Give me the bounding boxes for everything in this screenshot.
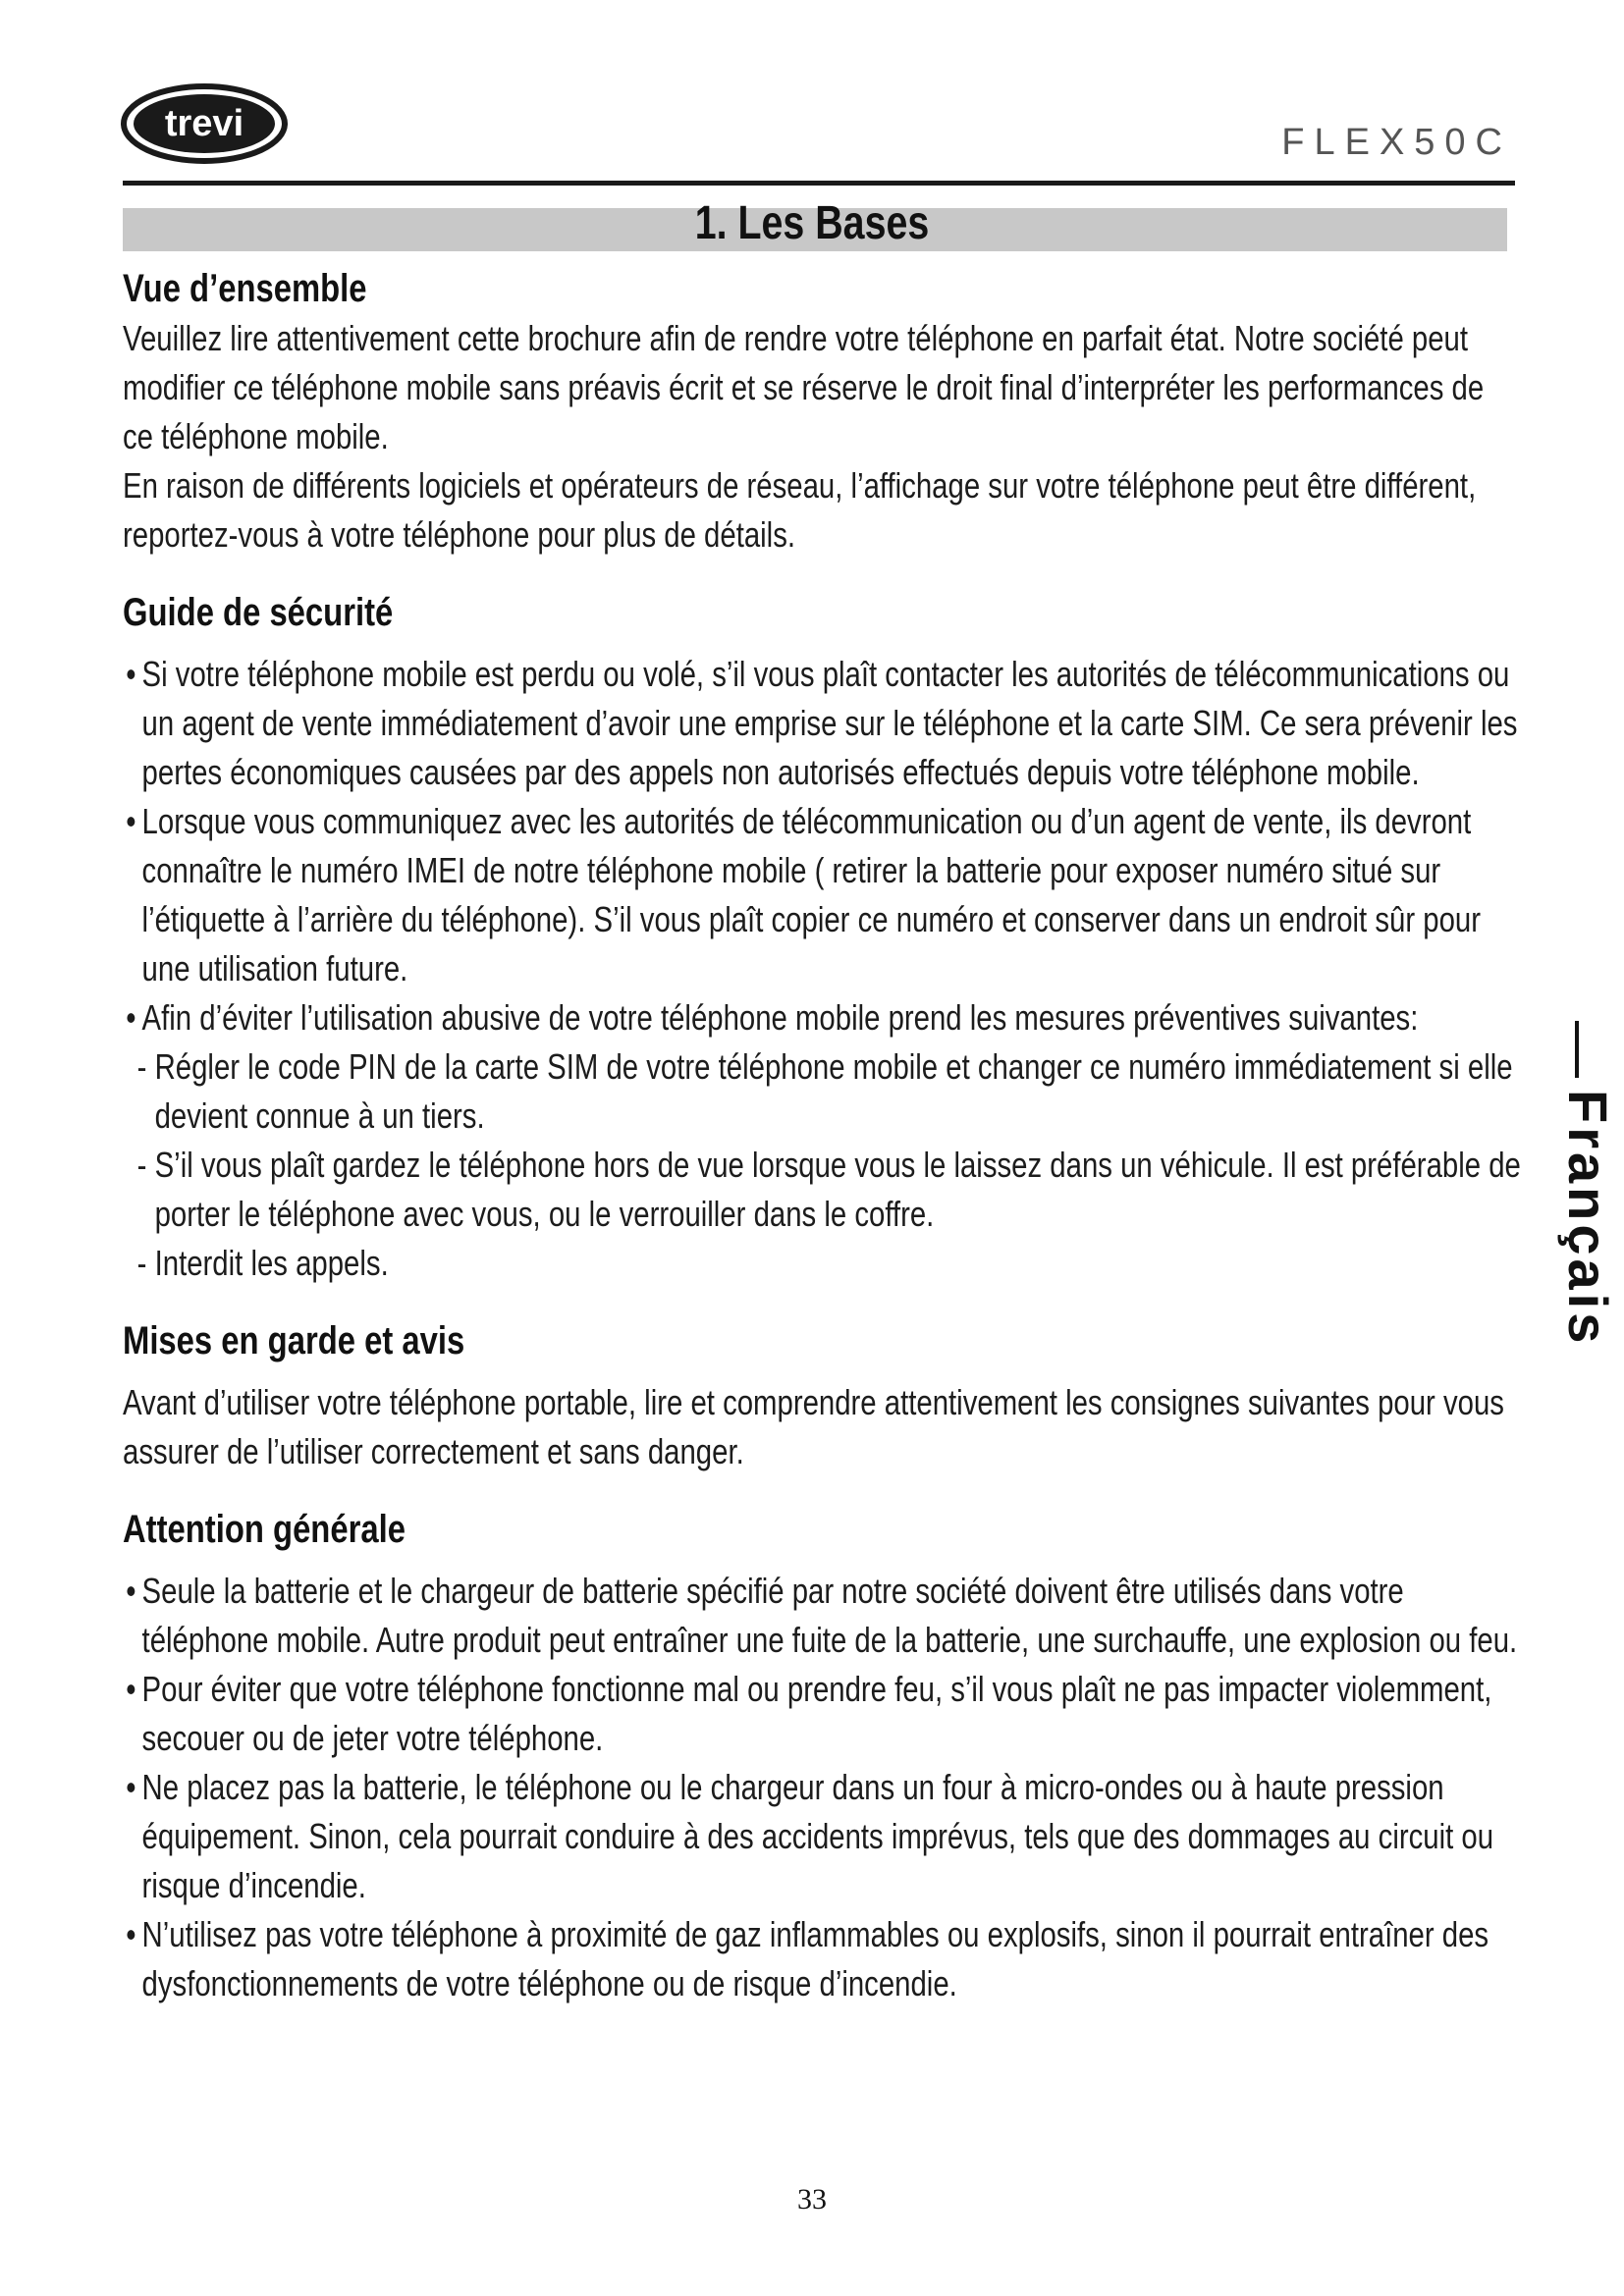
list-item	[123, 1239, 1531, 1288]
heading-general: Attention générale	[123, 1508, 406, 1551]
model-name: FLEX50C	[1281, 122, 1512, 163]
overview-paragraph-2: En raison de différents logiciels et opérateurs de réseau, l’affichage sur votre téléphone peut être différent, reportez-vous à votre téléphone pour plus de détails.	[123, 465, 1477, 555]
safety-bullet-1: Si votre téléphone mobile est perdu ou volé, s’il vous plaît contacter les autorités de télécommunications ou un agent de vente immédiatement d’avoir une emprise sur le téléphone et la carte SIM. Ce sera prévenir les pertes économiques causées par des appels non autorisés effectués depuis votre téléphone mobile.	[141, 654, 1518, 792]
list-item	[123, 797, 1518, 993]
general-bullet-1: Seule la batterie et le chargeur de batterie spécifié par notre société doivent être utilisés dans votre téléphone mobile. Autre produit peut entraîner une fuite de la batterie, une surchauffe, une explosion ou feu.	[141, 1571, 1518, 1660]
general-bullet-2: Pour éviter que votre téléphone fonctionne mal ou prendre feu, s’il vous plaît ne pas impacter violemment, secouer ou de jeter votre téléphone.	[141, 1669, 1492, 1758]
list-item	[123, 1567, 1518, 1665]
bullet-marker: •	[126, 801, 136, 841]
safety-dash-3: Interdit les appels.	[154, 1243, 389, 1283]
safety-bullet-2: Lorsque vous communiquez avec les autorités de télécommunication ou d’un agent de vente, ils devront connaître le numéro IMEI de notre téléphone mobile ( retirer la batterie pour exposer numéro situé sur l’étiquette à l’arrière du téléphone). S’il vous plaît copier ce numéro et conserver dans un endroit sûr pour une utilisation future.	[141, 801, 1482, 988]
bullet-marker: •	[126, 654, 136, 694]
general-bullet-3: Ne placez pas la batterie, le téléphone ou le chargeur dans un four à micro-ondes ou à haute pression équipement. Sinon, cela pourrait conduire à des accidents imprévus, tels que des dommages au circuit ou risque d’incendie.	[141, 1767, 1494, 1905]
list-item	[123, 993, 1518, 1042]
safety-bullet-3: Afin d’éviter l’utilisation abusive de votre téléphone mobile prend les mesures préventives suivantes:	[141, 997, 1419, 1038]
overview-paragraph-1: Veuillez lire attentivement cette brochure afin de rendre votre téléphone en parfait état. Notre société peut modifier ce téléphone mobile sans préavis écrit et se réserve le droit final d’interpréter les performances de ce téléphone mobile.	[123, 318, 1485, 456]
safety-dash-1: Régler le code PIN de la carte SIM de votre téléphone mobile et changer ce numéro immédiatement si elle devient connue à un tiers.	[154, 1046, 1513, 1136]
list-item	[123, 1141, 1531, 1239]
side-tab-label: Français	[1557, 1090, 1619, 1348]
general-bullet-4: N’utilisez pas votre téléphone à proximité de gaz inflammables ou explosifs, sinon il pourrait entraîner des dysfonctionnements de votre téléphone ou de risque d’incendie.	[141, 1914, 1489, 2003]
list-item	[123, 650, 1518, 797]
list-item	[123, 1665, 1518, 1763]
language-side-tab	[1532, 1090, 1620, 1463]
heading-overview: Vue d’ensemble	[123, 267, 367, 310]
main-content	[123, 263, 1521, 2008]
dash-marker: -	[136, 1243, 147, 1283]
bullet-marker: •	[126, 997, 136, 1038]
bullet-marker: •	[126, 1669, 136, 1709]
trevi-logo	[120, 82, 289, 165]
header-rule	[123, 181, 1515, 186]
side-tab-bar	[1575, 1021, 1579, 1078]
list-item	[123, 1910, 1518, 2008]
heading-warnings: Mises en garde et avis	[123, 1319, 465, 1362]
safety-dash-2: S’il vous plaît gardez le téléphone hors de vue lorsque vous le laissez dans un véhicule. Il est préférable de porter le téléphone avec vous, ou le verrouiller dans le coffre.	[154, 1145, 1521, 1234]
heading-safety: Guide de sécurité	[123, 591, 394, 634]
chapter-title: 1. Les Bases	[694, 197, 930, 249]
bullet-marker: •	[126, 1914, 136, 1954]
warnings-paragraph: Avant d’utiliser votre téléphone portable, lire et comprendre attentivement les consignes suivantes pour vous assurer de l’utiliser correctement et sans danger.	[123, 1382, 1504, 1471]
bullet-marker: •	[126, 1571, 136, 1611]
page-number: 33	[797, 2183, 827, 2216]
bullet-marker: •	[126, 1767, 136, 1807]
list-item	[123, 1042, 1531, 1141]
logo-text: trevi	[164, 103, 244, 144]
dash-marker: -	[136, 1046, 147, 1087]
dash-marker: -	[136, 1145, 147, 1185]
list-item	[123, 1763, 1518, 1910]
